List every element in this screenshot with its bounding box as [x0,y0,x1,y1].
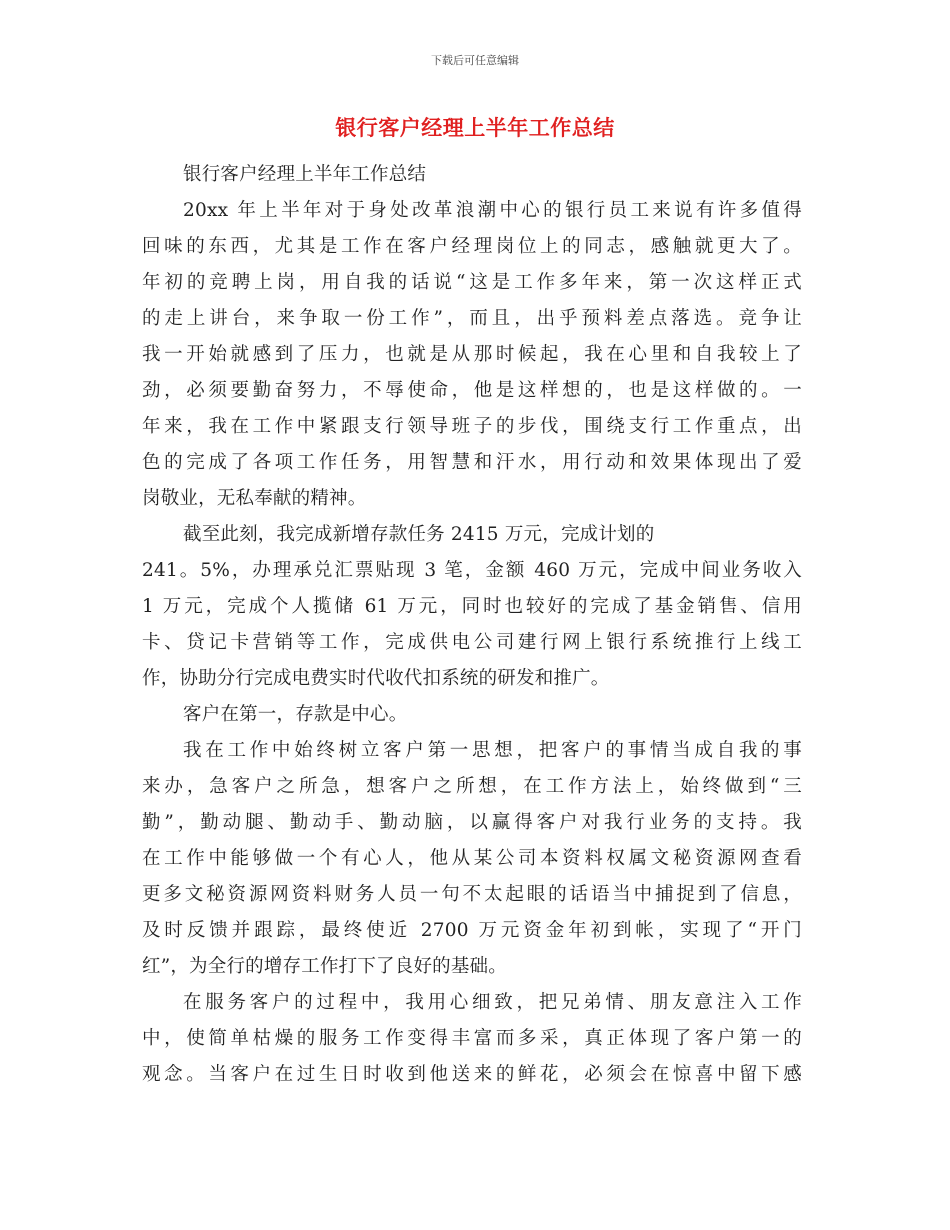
page-header-note: 下载后可任意编辑 [431,54,519,67]
document-title: 银行客户经理上半年工作总结 [335,116,615,140]
body-text-line: 客户在第一，存款是中心。 [183,704,408,725]
body-text-line: 卡、贷记卡营销等工作，完成供电公司建行网上银行系统推行上线工 [142,632,802,653]
body-text-line: 20xx 年上半年对于身处改革浪潮中心的银行员工来说有许多值得 [183,200,802,221]
body-text-line: 更多文秘资源网资料财务人员一句不太起眼的话语当中捕捉到了信息， [142,884,802,905]
body-text-line: 红”，为全行的增存工作打下了良好的基础。 [142,956,507,977]
body-text-line: 年来，我在工作中紧跟支行领导班子的步伐，围绕支行工作重点，出 [142,416,802,437]
document-body [142,157,802,1093]
body-text-line: 作，协助分行完成电费实时代收代扣系统的研发和推广。 [142,668,610,689]
body-text-line: 年初的竞聘上岗，用自我的话说“这是工作多年来，第一次这样正式 [142,272,802,293]
body-text-line: 的走上讲台，来争取一份工作”，而且，出乎预料差点落选。竞争让 [142,308,802,329]
body-text-line: 来办，急客户之所急，想客户之所想，在工作方法上，始终做到“三 [142,776,802,797]
body-text-line: 241。5%，办理承兑汇票贴现 3 笔，金额 460 万元，完成中间业务收入 [142,560,802,581]
body-text-line: 色的完成了各项工作任务，用智慧和汗水，用行动和效果体现出了爱 [142,452,802,473]
body-text-line: 观念。当客户在过生日时收到他送来的鲜花，必须会在惊喜中留下感 [142,1064,802,1085]
body-text-line: 银行客户经理上半年工作总结 [183,164,427,185]
body-text-line: 勤”，勤动腿、勤动手、勤动脑，以赢得客户对我行业务的支持。我 [142,812,802,833]
body-text-line: 回味的东西，尤其是工作在客户经理岗位上的同志，感触就更大了。 [142,236,802,257]
body-text-line: 1 万元，完成个人揽储 61 万元，同时也较好的完成了基金销售、信用 [142,596,802,617]
body-text-line: 岗敬业，无私奉献的精神。 [142,488,367,509]
body-text-line: 劲，必须要勤奋努力，不辱使命，他是这样想的，也是这样做的。一 [142,380,802,401]
body-text-line: 中，使简单枯燥的服务工作变得丰富而多采，真正体现了客户第一的 [142,1028,802,1049]
body-text-line: 在工作中能够做一个有心人，他从某公司本资料权属文秘资源网查看 [142,848,802,869]
body-text-line: 我一开始就感到了压力，也就是从那时候起，我在心里和自我较上了 [142,344,802,365]
body-text-line: 我在工作中始终树立客户第一思想，把客户的事情当成自我的事 [183,740,802,761]
body-text-line: 在服务客户的过程中，我用心细致，把兄弟情、朋友意注入工作 [183,992,802,1013]
body-text-line: 截至此刻，我完成新增存款任务 2415 万元，完成计划的 [183,524,655,545]
body-text-line: 及时反馈并跟踪，最终使近 2700 万元资金年初到帐，实现了“开门 [142,920,802,941]
